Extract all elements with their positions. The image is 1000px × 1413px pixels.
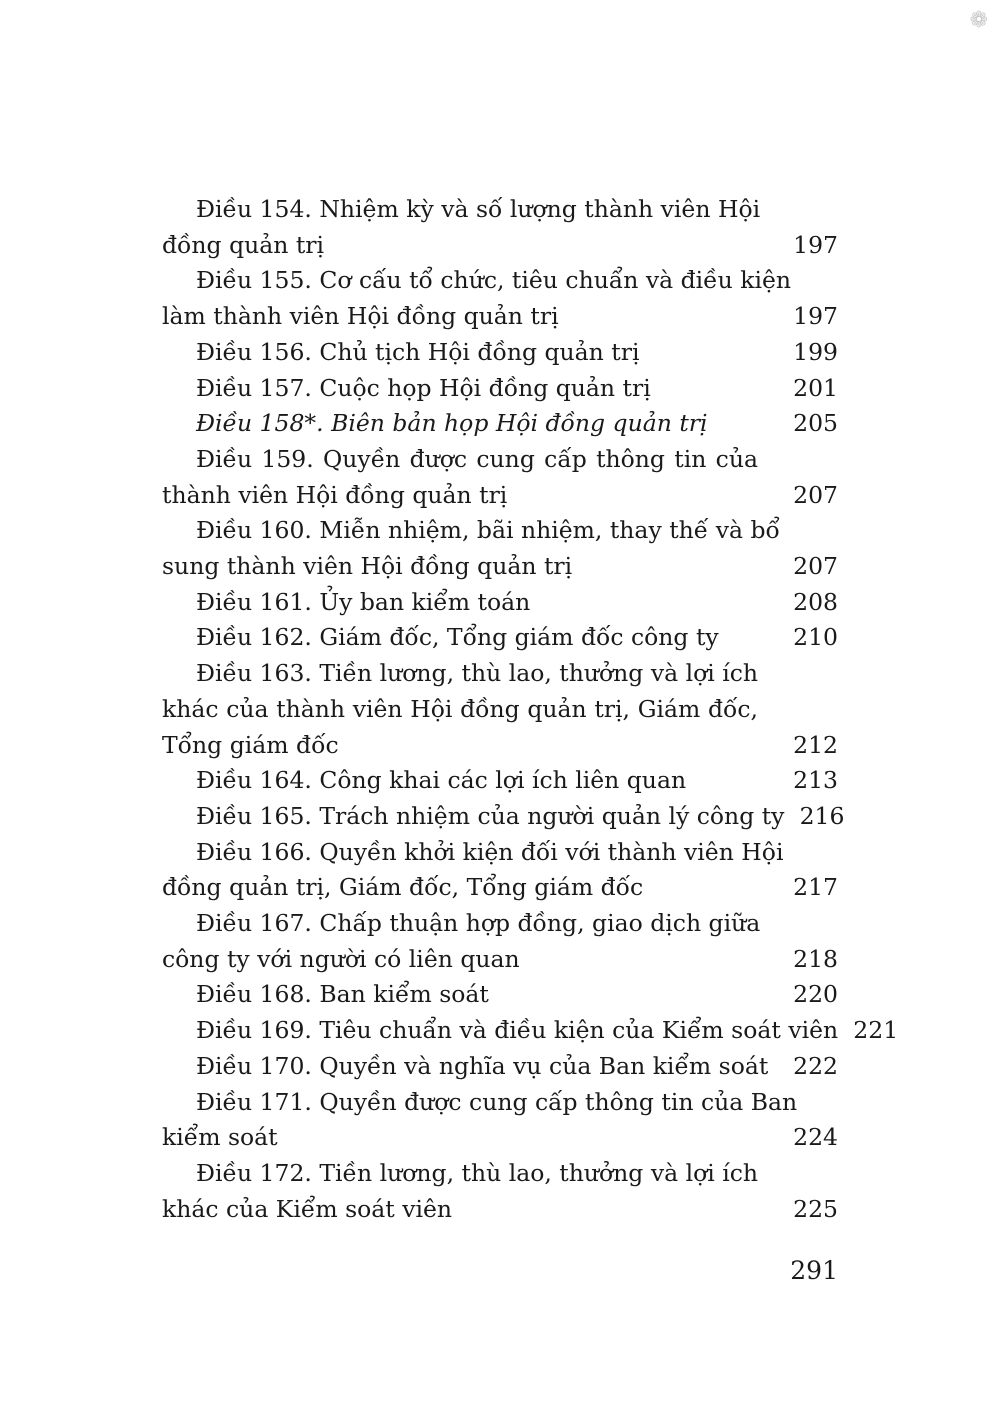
toc-entry-page: 197	[793, 302, 838, 331]
toc-entry	[162, 335, 838, 371]
toc-entry-line	[162, 371, 838, 407]
toc-entry-line	[162, 656, 838, 692]
toc-entry-line	[162, 977, 838, 1013]
toc-entry	[162, 906, 838, 977]
toc-entry-text: Điều 155. Cơ cấu tổ chức, tiêu chuẩn và điều kiện	[196, 266, 792, 295]
toc-entry	[162, 1049, 838, 1085]
toc-entry-text: Điều 163. Tiền lương, thù lao, thưởng và lợi ích	[196, 659, 759, 688]
toc-entry	[162, 192, 838, 263]
toc-entry-text: Điều 165. Trách nhiệm của người quản lý công ty	[196, 801, 785, 830]
toc-entry-page: 218	[793, 944, 838, 973]
toc-entry-page: 222	[793, 1051, 838, 1080]
toc-entry-line	[162, 1049, 838, 1085]
toc-entry-text: Điều 168. Ban kiểm soát	[196, 980, 489, 1009]
toc-entry-text: Điều 154. Nhiệm kỳ và số lượng thành viên Hội	[196, 195, 761, 223]
toc-entry-text: kiểm soát	[162, 1123, 278, 1152]
toc-entry-line	[162, 799, 845, 835]
toc-entry-page: 210	[793, 623, 838, 652]
toc-entry-page: 197	[793, 230, 838, 259]
toc-entry-text: Điều 160. Miễn nhiệm, bãi nhiệm, thay thế và bổ	[196, 516, 780, 545]
toc-entry-page: 225	[793, 1194, 838, 1223]
toc-entry	[162, 977, 838, 1013]
toc-entry-text: Điều 157. Cuộc họp Hội đồng quản trị	[196, 373, 651, 402]
toc-entry-line	[162, 942, 838, 978]
toc-entry-page: 205	[793, 409, 838, 438]
toc-entry-text: Tổng giám đốc	[162, 730, 339, 759]
toc-entry-page: 217	[793, 873, 838, 902]
toc-entry-text: sung thành viên Hội đồng quản trị	[162, 552, 573, 581]
table-of-contents	[162, 192, 899, 1227]
toc-entry-text: Điều 158*. Biên bản họp Hội đồng quản trị	[196, 409, 708, 438]
toc-entry-text: Điều 164. Công khai các lợi ích liên quan	[196, 766, 687, 795]
toc-entry-line	[162, 263, 838, 299]
toc-entry-line	[162, 763, 838, 799]
toc-entry-page: 207	[793, 552, 838, 581]
toc-entry-text: Điều 159. Quyền được cung cấp thông tin của	[196, 444, 758, 473]
toc-entry-line	[162, 870, 838, 906]
toc-entry-line	[162, 620, 838, 656]
toc-entry-text: công ty với người có liên quan	[162, 944, 520, 973]
page-number: 291	[790, 1256, 838, 1285]
toc-entry	[162, 585, 838, 621]
toc-entry-line	[162, 835, 838, 871]
toc-entry-page: 208	[793, 587, 838, 616]
toc-entry-text: Điều 162. Giám đốc, Tổng giám đốc công ty	[196, 623, 719, 652]
toc-entry	[162, 442, 838, 513]
toc-entry-text: thành viên Hội đồng quản trị	[162, 480, 508, 509]
toc-entry-text: khác của Kiểm soát viên	[162, 1194, 453, 1223]
toc-entry-line	[162, 1013, 899, 1049]
toc-entry-text: làm thành viên Hội đồng quản trị	[162, 302, 559, 331]
toc-entry	[162, 656, 838, 763]
toc-entry-text: Điều 171. Quyền được cung cấp thông tin của Ban	[196, 1087, 798, 1116]
toc-entry	[162, 1156, 838, 1227]
toc-entry-text: đồng quản trị	[162, 230, 325, 259]
toc-entry	[162, 406, 838, 442]
toc-entry-page: 220	[793, 980, 838, 1009]
toc-entry-page: 207	[793, 480, 838, 509]
toc-entry-text: Điều 166. Quyền khởi kiện đối với thành viên Hội	[196, 837, 784, 866]
toc-entry	[162, 1013, 899, 1049]
toc-entry	[162, 513, 838, 584]
toc-entry	[162, 620, 838, 656]
toc-entry-line	[162, 478, 838, 514]
toc-entry-page: 199	[793, 337, 838, 366]
toc-entry	[162, 835, 838, 906]
toc-entry-page: 224	[793, 1123, 838, 1152]
toc-entry	[162, 1085, 838, 1156]
toc-entry-text: Điều 170. Quyền và nghĩa vụ của Ban kiểm soát	[196, 1051, 769, 1080]
toc-entry-text: Điều 167. Chấp thuận hợp đồng, giao dịch giữa	[196, 909, 761, 938]
toc-entry	[162, 263, 838, 334]
toc-entry-line	[162, 585, 838, 621]
toc-entry-line	[162, 906, 838, 942]
toc-entry-line	[162, 692, 838, 728]
toc-entry-line	[162, 513, 838, 549]
toc-entry-page: 201	[793, 373, 838, 402]
toc-entry	[162, 763, 838, 799]
toc-entry-page: 221	[853, 1016, 899, 1045]
toc-entry-line	[162, 299, 838, 335]
corner-flower-icon: ❁	[969, 8, 988, 33]
toc-entry	[162, 799, 845, 835]
toc-entry-text: Điều 172. Tiền lương, thù lao, thưởng và lợi ích	[196, 1158, 759, 1187]
toc-entry-line	[162, 549, 838, 585]
toc-entry-line	[162, 1156, 838, 1192]
toc-entry-line	[162, 192, 838, 228]
toc-entry-line	[162, 1120, 838, 1156]
toc-entry-text: khác của thành viên Hội đồng quản trị, Giám đốc,	[162, 694, 758, 723]
toc-entry-page: 216	[799, 801, 845, 830]
toc-entry-line	[162, 406, 838, 442]
toc-entry-line	[162, 728, 838, 764]
toc-entry-line	[162, 228, 838, 264]
toc-entry-page: 213	[793, 766, 838, 795]
toc-entry-text: đồng quản trị, Giám đốc, Tổng giám đốc	[162, 873, 644, 902]
toc-entry-text: Điều 156. Chủ tịch Hội đồng quản trị	[196, 337, 640, 366]
toc-entry-page: 212	[793, 730, 838, 759]
toc-entry-line	[162, 335, 838, 371]
toc-entry-line	[162, 442, 838, 478]
toc-entry-text: Điều 161. Ủy ban kiểm toán	[196, 587, 531, 616]
toc-entry-line	[162, 1192, 838, 1228]
toc-entry-text: Điều 169. Tiêu chuẩn và điều kiện của Kiểm soát viên	[196, 1016, 839, 1045]
toc-entry-line	[162, 1085, 838, 1121]
toc-entry	[162, 371, 838, 407]
